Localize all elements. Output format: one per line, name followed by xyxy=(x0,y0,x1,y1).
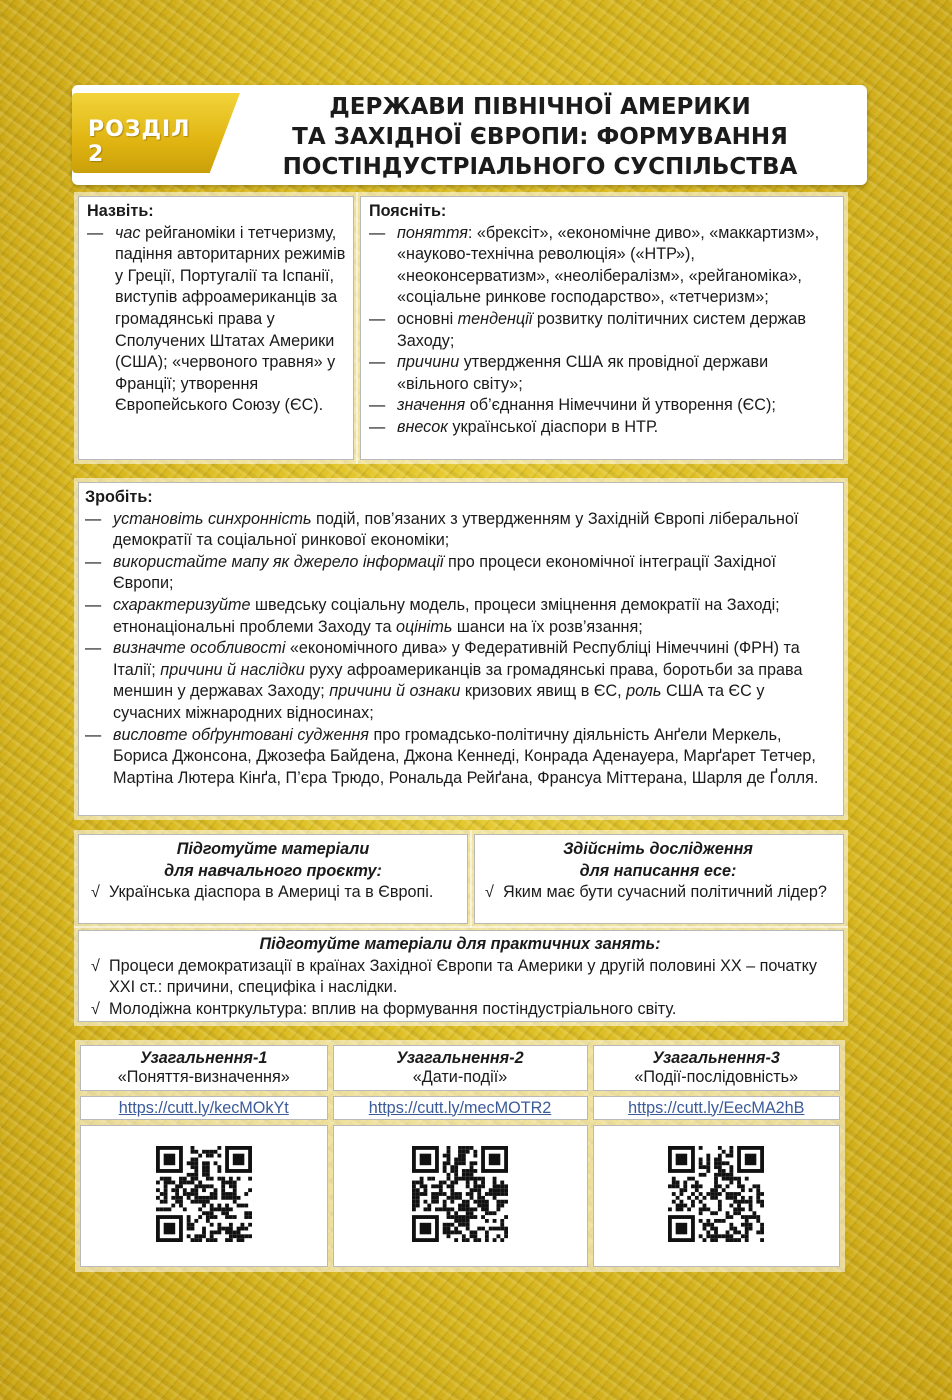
essay-heading xyxy=(479,839,837,882)
generalization-header xyxy=(333,1045,588,1091)
chapter-title xyxy=(270,92,810,182)
item-text: Молодіжна контркультура: вплив на формування постіндустріального світу. xyxy=(109,999,677,1018)
emphasis: час xyxy=(115,223,141,242)
generalization-subtitle: «Поняття-визначення» xyxy=(117,1068,290,1086)
generalization-title: Узагальнення-1 xyxy=(140,1049,268,1067)
check-icon: √ xyxy=(91,956,100,975)
list-item xyxy=(85,999,835,1021)
emphasis: причини й ознаки xyxy=(329,682,461,701)
generalization-header xyxy=(80,1045,328,1091)
do-heading: Зробіть: xyxy=(85,488,153,506)
item-text: шанси на їх розв’язання; xyxy=(452,617,643,636)
list-item xyxy=(369,395,837,417)
title-line: ДЕРЖАВИ ПІВНІЧНОЇ АМЕРИКИ xyxy=(329,94,751,120)
heading-line: Підготуйте матеріали xyxy=(176,840,370,858)
emphasis: установіть синхронність xyxy=(113,509,312,528)
emphasis: тенденції xyxy=(457,309,533,328)
generalization-link[interactable]: https://cutt.ly/mecMOTR2 xyxy=(368,1098,552,1117)
title-line: ПОСТІНДУСТРІАЛЬНОГО СУСПІЛЬСТВА xyxy=(282,154,798,180)
link-cell xyxy=(80,1096,328,1120)
item-text: про громадсько-політичну діяльність Анґели Меркель, Бориса Джонсона, Джозефа Байдена, Джона Кеннеді, Конрада Аденауера, Марґарет Тетчер, Мартіна Лютера Кінґа, П’єра Трюдо, Рональда Рейґана, Франсуа Міттерана, Шарля де Ґолля. xyxy=(113,725,819,787)
emphasis: визначте особливості xyxy=(113,639,286,658)
dash-marker: — xyxy=(369,417,386,436)
emphasis: причини xyxy=(397,353,460,372)
practice-heading: Підготуйте матеріали для практичних занять: xyxy=(259,935,661,953)
list-item xyxy=(479,882,837,904)
item-text: про процеси економічної інтеграції Західної Європи; xyxy=(113,552,776,593)
generalization-link[interactable]: https://cutt.ly/EecMA2hB xyxy=(628,1098,805,1117)
check-icon: √ xyxy=(91,883,100,902)
explain-heading: Поясніть: xyxy=(369,202,447,220)
essay-box xyxy=(474,834,844,924)
qr-code-icon[interactable] xyxy=(412,1146,508,1242)
table-row xyxy=(80,1096,840,1120)
dash-marker: — xyxy=(85,725,102,744)
list-item xyxy=(369,417,837,439)
link-cell xyxy=(593,1096,841,1120)
check-icon: √ xyxy=(91,999,100,1018)
item-text: Процеси демократизації в країнах Західної Європи та Америки у другій половині XX – початку XXI ст.: причини, специфіка і наслідки. xyxy=(109,956,817,997)
item-text: розвитку політичних систем держав Заходу; xyxy=(397,309,806,350)
item-text: подій, пов’язаних з утвердженням у Західній Європі ліберальної демократії та соціальної ринкової економіки; xyxy=(113,509,799,550)
generalization-subtitle: «Дати-події» xyxy=(412,1068,508,1086)
emphasis: поняття xyxy=(397,223,468,242)
item-text: шведську соціальну модель, процеси зміцнення демократії на Заході; етнонаціональні проблеми Заходу та xyxy=(113,595,780,636)
item-text: рейганоміки і тетчеризму, падіння авторитарних режимів у Греції, Португалії та Іспанії, виступів афроамериканців за громадянські права у Сполучених Штатах Америки (США); «червоного травня» у Франції; утворення Європейського Союзу (ЄС). xyxy=(115,223,346,415)
dash-marker: — xyxy=(85,509,102,528)
emphasis: використайте мапу як джерело інформації xyxy=(113,552,444,571)
emphasis: внесок xyxy=(397,417,448,436)
emphasis: висловте обґрунтовані судження xyxy=(113,725,369,744)
practice-box xyxy=(78,930,844,1022)
list-item xyxy=(85,509,835,552)
emphasis: схарактеризуйте xyxy=(113,595,251,614)
name-heading: Назвіть: xyxy=(87,202,154,220)
check-icon: √ xyxy=(485,883,494,902)
list-item xyxy=(369,309,837,352)
dash-marker: — xyxy=(87,223,104,242)
item-text: утвердження США як провідної держави «вільного світу»; xyxy=(397,353,769,393)
heading-line: для написання есе: xyxy=(579,861,737,880)
do-box xyxy=(78,482,844,816)
item-text: руху афроамериканців за громадянські права, боротьби за права меншин у державах Заходу; xyxy=(113,660,803,701)
heading-line: Здійсніть дослідження xyxy=(563,840,753,858)
dash-marker: — xyxy=(85,595,102,614)
list-item xyxy=(85,638,835,724)
dash-marker: — xyxy=(369,309,386,328)
item-text: кризових явищ в ЄС, xyxy=(460,682,627,701)
qr-code-icon[interactable] xyxy=(668,1146,764,1242)
qr-cell xyxy=(593,1125,841,1267)
generalization-subtitle: «Події-послідовність» xyxy=(634,1068,799,1086)
emphasis: роль xyxy=(626,682,662,701)
link-cell xyxy=(333,1096,588,1120)
item-text: об’єднання Німеччини й утворення (ЄС); xyxy=(465,396,776,415)
generalization-link[interactable]: https://cutt.ly/kecMOkYt xyxy=(118,1098,289,1117)
name-box xyxy=(78,196,354,460)
dash-marker: — xyxy=(369,223,386,242)
list-item xyxy=(85,956,835,999)
list-item xyxy=(85,725,835,790)
emphasis: значення xyxy=(397,396,466,415)
list-item xyxy=(87,223,347,417)
section-label: РОЗДІЛ 2 xyxy=(88,117,191,167)
item-text: : «брексіт», «економічне диво», «маккартизм», «науково-технічна революція» («НТР»), «неоконсерватизм», «неолібералізм», «рейганоміка», «соціальне ринкове господарство», «тетчеризм»; xyxy=(397,223,820,307)
generalizations-table xyxy=(75,1040,845,1272)
dash-marker: — xyxy=(85,552,102,571)
title-line: ТА ЗАХІДНОЇ ЄВРОПИ: ФОРМУВАННЯ xyxy=(292,124,788,150)
emphasis: причини й наслідки xyxy=(160,660,305,679)
dash-marker: — xyxy=(369,353,386,372)
list-item xyxy=(85,595,835,638)
qr-cell xyxy=(333,1125,588,1267)
project-heading xyxy=(85,839,461,882)
generalization-title: Узагальнення-3 xyxy=(652,1049,780,1067)
item-text: Українська діаспора в Америці та в Європі. xyxy=(109,883,434,902)
list-item xyxy=(369,223,837,309)
dash-marker: — xyxy=(85,639,102,658)
heading-line: для навчального проєкту: xyxy=(164,861,382,880)
qr-cell xyxy=(80,1125,328,1267)
list-item xyxy=(369,352,837,395)
emphasis: оцініть xyxy=(396,617,453,636)
item-text: «економічного дива» у Федеративній Республіці Німеччині (ФРН) та Італії; xyxy=(113,639,800,679)
generalization-header xyxy=(593,1045,841,1091)
list-item xyxy=(85,882,461,904)
qr-code-icon[interactable] xyxy=(156,1146,252,1242)
generalization-title: Узагальнення-2 xyxy=(396,1049,524,1067)
item-text: США та ЄС у сучасних міжнародних відносинах; xyxy=(113,682,765,722)
list-item xyxy=(85,552,835,595)
item-text: основні xyxy=(397,309,458,328)
table-row xyxy=(80,1045,840,1091)
project-box xyxy=(78,834,468,924)
item-text: Яким має бути сучасний політичний лідер? xyxy=(503,883,827,902)
dash-marker: — xyxy=(369,396,386,415)
table-row xyxy=(80,1125,840,1267)
item-text: української діаспори в НТР. xyxy=(447,417,659,436)
explain-box xyxy=(360,196,844,460)
